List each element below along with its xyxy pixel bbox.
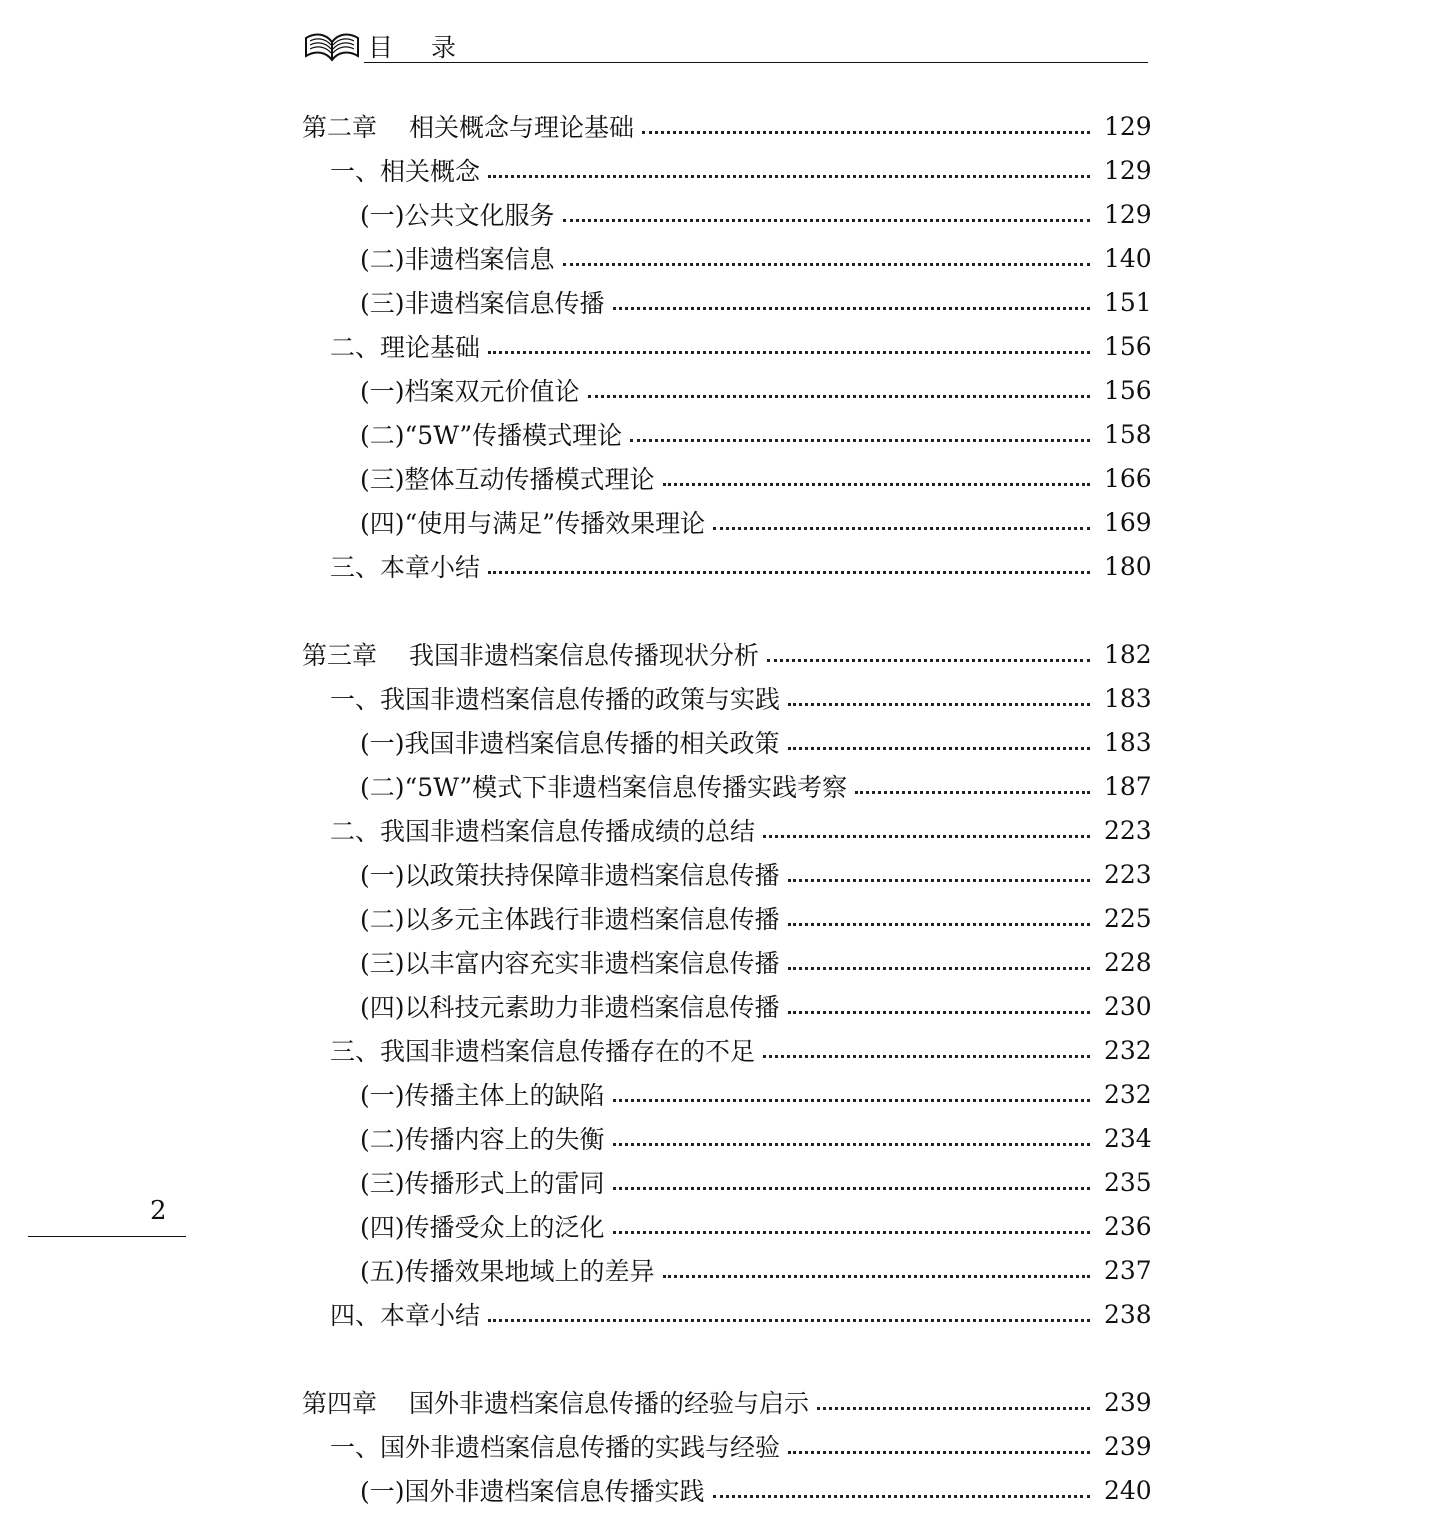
page-ref: 129 xyxy=(1104,111,1152,141)
dot-leader xyxy=(563,263,1090,266)
open-book-icon xyxy=(302,28,362,62)
header-rule xyxy=(364,62,1148,63)
section-title: 三、本章小结 xyxy=(330,553,481,582)
toc-chapter-3[interactable] xyxy=(302,632,1152,676)
toc-subsection[interactable] xyxy=(302,368,1152,412)
dot-leader xyxy=(488,351,1090,354)
page-ref: 232 xyxy=(1104,1035,1152,1065)
dot-leader xyxy=(855,791,1090,794)
page-ref: 183 xyxy=(1104,727,1152,757)
page-ref: 228 xyxy=(1104,947,1152,977)
toc-chapter-2[interactable] xyxy=(302,104,1152,148)
page-ref: 232 xyxy=(1104,1079,1152,1109)
toc-subsection[interactable] xyxy=(302,1072,1152,1116)
dot-leader xyxy=(788,1451,1090,1454)
dot-leader xyxy=(788,879,1090,882)
page-ref: 240 xyxy=(1104,1475,1152,1505)
section-title: 一、我国非遗档案信息传播的政策与实践 xyxy=(330,685,781,714)
header-title: 目录 xyxy=(368,33,495,62)
toc-subsection[interactable] xyxy=(302,1116,1152,1160)
page-number: 2 xyxy=(150,1196,167,1226)
dot-leader xyxy=(788,923,1090,926)
chapter-number: 第四章 xyxy=(302,1389,378,1418)
page-ref: 225 xyxy=(1104,903,1152,933)
section-title: 二、理论基础 xyxy=(330,333,481,362)
toc-section[interactable] xyxy=(302,808,1152,852)
subsection-title: (三)以丰富内容充实非遗档案信息传播 xyxy=(360,949,780,978)
dot-leader xyxy=(588,395,1090,398)
section-title: 三、我国非遗档案信息传播存在的不足 xyxy=(330,1037,756,1066)
page-ref: 156 xyxy=(1104,331,1152,361)
page-ref: 129 xyxy=(1104,199,1152,229)
page-ref: 238 xyxy=(1104,1299,1152,1329)
dot-leader xyxy=(488,1319,1090,1322)
toc-subsection[interactable] xyxy=(302,500,1152,544)
section-title: 四、本章小结 xyxy=(330,1301,481,1330)
toc-subsection[interactable] xyxy=(302,852,1152,896)
subsection-title: (二)“5W”模式下非遗档案信息传播实践考察 xyxy=(360,773,848,802)
toc-subsection[interactable] xyxy=(302,192,1152,236)
page-ref: 180 xyxy=(1104,551,1152,581)
page-ref: 223 xyxy=(1104,815,1152,845)
toc-section[interactable] xyxy=(302,1028,1152,1072)
section-title: 一、相关概念 xyxy=(330,157,481,186)
page-ref: 151 xyxy=(1104,287,1152,317)
page-ref: 169 xyxy=(1104,507,1152,537)
toc-subsection[interactable] xyxy=(302,984,1152,1028)
subsection-title: (一)档案双元价值论 xyxy=(360,377,580,406)
page-ref: 129 xyxy=(1104,155,1152,185)
toc-section[interactable] xyxy=(302,324,1152,368)
subsection-title: (一)国外非遗档案信息传播实践 xyxy=(360,1477,705,1506)
dot-leader xyxy=(788,703,1090,706)
dot-leader xyxy=(663,1275,1090,1278)
page-ref: 166 xyxy=(1104,463,1152,493)
chapter-title: 我国非遗档案信息传播现状分析 xyxy=(409,641,760,670)
dot-leader xyxy=(788,1011,1090,1014)
dot-leader xyxy=(817,1407,1090,1410)
page-ref: 236 xyxy=(1104,1211,1152,1241)
page-ref: 183 xyxy=(1104,683,1152,713)
toc-subsection[interactable] xyxy=(302,896,1152,940)
page-ref: 239 xyxy=(1104,1387,1152,1417)
page-number-rule xyxy=(28,1236,186,1237)
dot-leader xyxy=(488,175,1090,178)
toc-subsection[interactable] xyxy=(302,1160,1152,1204)
toc-section[interactable] xyxy=(302,1424,1152,1468)
dot-leader xyxy=(642,131,1090,134)
dot-leader xyxy=(763,1055,1090,1058)
subsection-title: (一)公共文化服务 xyxy=(360,201,555,230)
page-header xyxy=(302,26,1148,66)
dot-leader xyxy=(613,1231,1090,1234)
toc-subsection[interactable] xyxy=(302,280,1152,324)
toc-subsection[interactable] xyxy=(302,1248,1152,1292)
dot-leader xyxy=(713,527,1090,530)
subsection-title: (二)传播内容上的失衡 xyxy=(360,1125,605,1154)
dot-leader xyxy=(488,571,1090,574)
dot-leader xyxy=(663,483,1090,486)
dot-leader xyxy=(763,835,1090,838)
subsection-title: (一)我国非遗档案信息传播的相关政策 xyxy=(360,729,780,758)
dot-leader xyxy=(563,219,1090,222)
subsection-title: (一)以政策扶持保障非遗档案信息传播 xyxy=(360,861,780,890)
dot-leader xyxy=(613,1099,1090,1102)
dot-leader xyxy=(613,1143,1090,1146)
page-ref: 239 xyxy=(1104,1431,1152,1461)
section-title: 一、国外非遗档案信息传播的实践与经验 xyxy=(330,1433,781,1462)
page-ref: 158 xyxy=(1104,419,1152,449)
toc-subsection[interactable] xyxy=(302,720,1152,764)
page-ref: 234 xyxy=(1104,1123,1152,1153)
subsection-title: (四)以科技元素助力非遗档案信息传播 xyxy=(360,993,780,1022)
subsection-title: (二)“5W”传播模式理论 xyxy=(360,421,623,450)
page-ref: 182 xyxy=(1104,639,1152,669)
page-ref: 235 xyxy=(1104,1167,1152,1197)
page-ref: 156 xyxy=(1104,375,1152,405)
dot-leader xyxy=(788,747,1090,750)
toc-subsection[interactable] xyxy=(302,236,1152,280)
subsection-title: (二)非遗档案信息 xyxy=(360,245,555,274)
dot-leader xyxy=(613,1187,1090,1190)
dot-leader xyxy=(713,1495,1090,1498)
page-ref: 223 xyxy=(1104,859,1152,889)
page-ref: 187 xyxy=(1104,771,1152,801)
subsection-title: (三)非遗档案信息传播 xyxy=(360,289,605,318)
page-ref: 140 xyxy=(1104,243,1152,273)
section-title: 二、我国非遗档案信息传播成绩的总结 xyxy=(330,817,756,846)
subsection-title: (四)传播受众上的泛化 xyxy=(360,1213,605,1242)
dot-leader xyxy=(613,307,1090,310)
dot-leader xyxy=(788,967,1090,970)
toc-subsection[interactable] xyxy=(302,456,1152,500)
toc-section[interactable] xyxy=(302,1292,1152,1336)
chapter-number: 第二章 xyxy=(302,113,378,142)
toc-section[interactable] xyxy=(302,544,1152,588)
chapter-number: 第三章 xyxy=(302,641,378,670)
toc-chapter-4[interactable] xyxy=(302,1380,1152,1424)
chapter-title: 相关概念与理论基础 xyxy=(409,113,635,142)
subsection-title: (三)整体互动传播模式理论 xyxy=(360,465,655,494)
dot-leader xyxy=(630,439,1090,442)
chapter-title: 国外非遗档案信息传播的经验与启示 xyxy=(409,1389,810,1418)
subsection-title: (三)传播形式上的雷同 xyxy=(360,1169,605,1198)
toc-subsection[interactable] xyxy=(302,940,1152,984)
toc-subsection[interactable] xyxy=(302,412,1152,456)
table-of-contents xyxy=(302,104,1152,1512)
subsection-title: (一)传播主体上的缺陷 xyxy=(360,1081,605,1110)
toc-subsection[interactable] xyxy=(302,1468,1152,1512)
toc-section[interactable] xyxy=(302,148,1152,192)
toc-subsection[interactable] xyxy=(302,764,1152,808)
toc-subsection[interactable] xyxy=(302,1204,1152,1248)
subsection-title: (二)以多元主体践行非遗档案信息传播 xyxy=(360,905,780,934)
page-ref: 237 xyxy=(1104,1255,1152,1285)
dot-leader xyxy=(767,659,1090,662)
subsection-title: (四)“使用与满足”传播效果理论 xyxy=(360,509,706,538)
toc-section[interactable] xyxy=(302,676,1152,720)
subsection-title: (五)传播效果地域上的差异 xyxy=(360,1257,655,1286)
page-ref: 230 xyxy=(1104,991,1152,1021)
